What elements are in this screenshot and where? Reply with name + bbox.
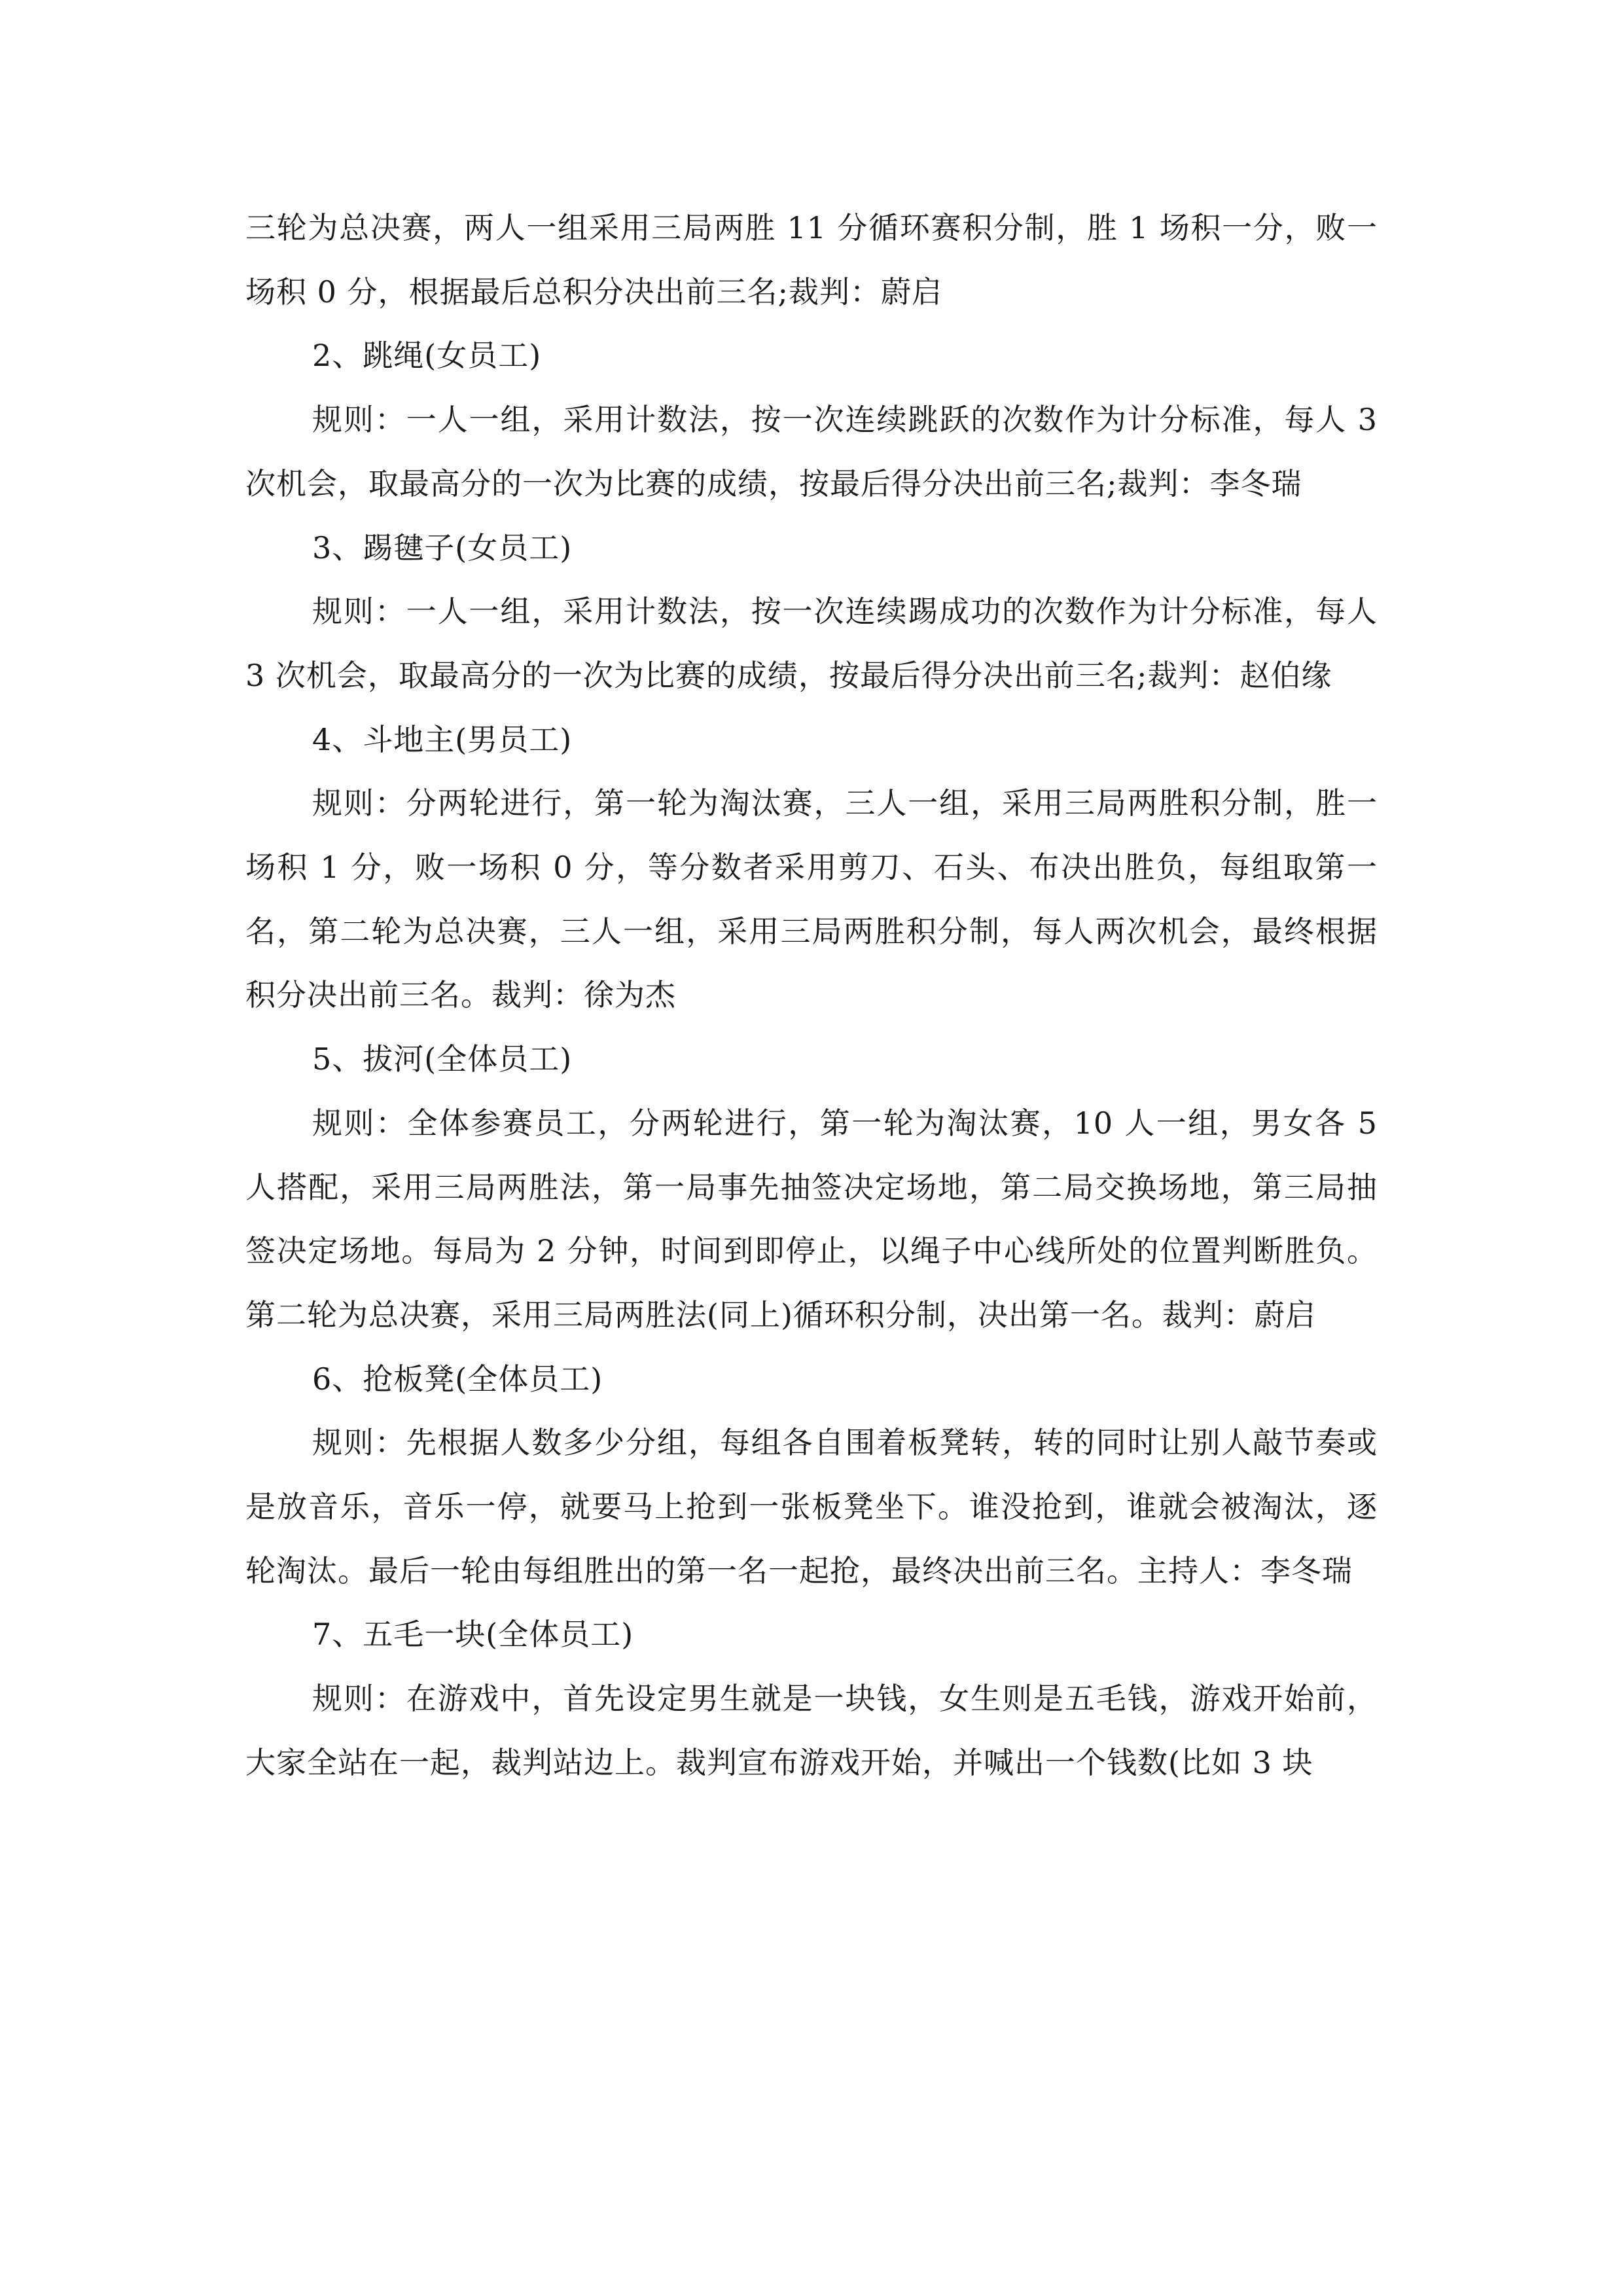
paragraph-shuttlecock-rules: 规则：一人一组，采用计数法，按一次连续踢成功的次数作为计分标准，每人 3 次机会，取最高分的一次为比赛的成绩，按最后得分决出前三名;裁判：赵伯缘: [245, 594, 1378, 693]
heading-wumao-yikuai: 7、五毛一块(全体员工): [312, 1617, 634, 1653]
heading-musical-chairs: 6、抢板凳(全体员工): [312, 1361, 603, 1397]
heading-shuttlecock: 3、踢毽子(女员工): [312, 529, 573, 565]
heading-tug-of-war: 5、拔河(全体员工): [312, 1041, 573, 1077]
paragraph-musical-chairs-rules: 规则：先根据人数多少分组，每组各自围着板凳转，转的同时让别人敲节奏或是放音乐，音乐一停，就要马上抢到一张板凳坐下。谁没抢到，谁就会被淘汰，逐轮淘汰。最后一轮由每组胜出的第一名一起抢，最终决出前三名。主持人：李冬瑞: [245, 1425, 1378, 1588]
paragraph-jump-rope-rules: 规则：一人一组，采用计数法，按一次连续跳跃的次数作为计分标准，每人 3 次机会，取最高分的一次为比赛的成绩，按最后得分决出前三名;裁判：李冬瑞: [245, 402, 1378, 501]
document-body: [245, 196, 1378, 1795]
paragraph-pingpong-rules-continued: 三轮为总决赛，两人一组采用三局两胜 11 分循环赛积分制，胜 1 场积一分，败一场积 0 分，根据最后总积分决出前三名;裁判：蔚启: [245, 210, 1378, 310]
paragraph-tug-of-war-rules: 规则：全体参赛员工，分两轮进行，第一轮为淘汰赛，10 人一组，男女各 5 人搭配，采用三局两胜法，第一局事先抽签决定场地，第二局交换场地，第三局抽签决定场地。每局为 2 分钟，时间到即停止，以绳子中心线所处的位置判断胜负。第二轮为总决赛，采用三局两胜法(同上)循环积分制，决出第一名。裁判：蔚启: [245, 1105, 1378, 1333]
heading-jump-rope: 2、跳绳(女员工): [312, 338, 542, 374]
paragraph-doudizhu-rules: 规则：分两轮进行，第一轮为淘汰赛，三人一组，采用三局两胜积分制，胜一场积 1 分，败一场积 0 分，等分数者采用剪刀、石头、布决出胜负，每组取第一名，第二轮为总决赛，三人一组，采用三局两胜积分制，每人两次机会，最终根据积分决出前三名。裁判：徐为杰: [245, 785, 1378, 1013]
heading-doudizhu: 4、斗地主(男员工): [312, 721, 573, 757]
paragraph-wumao-yikuai-rules: 规则：在游戏中，首先设定男生就是一块钱，女生则是五毛钱，游戏开始前，大家全站在一起，裁判站边上。裁判宣布游戏开始，并喊出一个钱数(比如 3 块: [245, 1681, 1378, 1780]
